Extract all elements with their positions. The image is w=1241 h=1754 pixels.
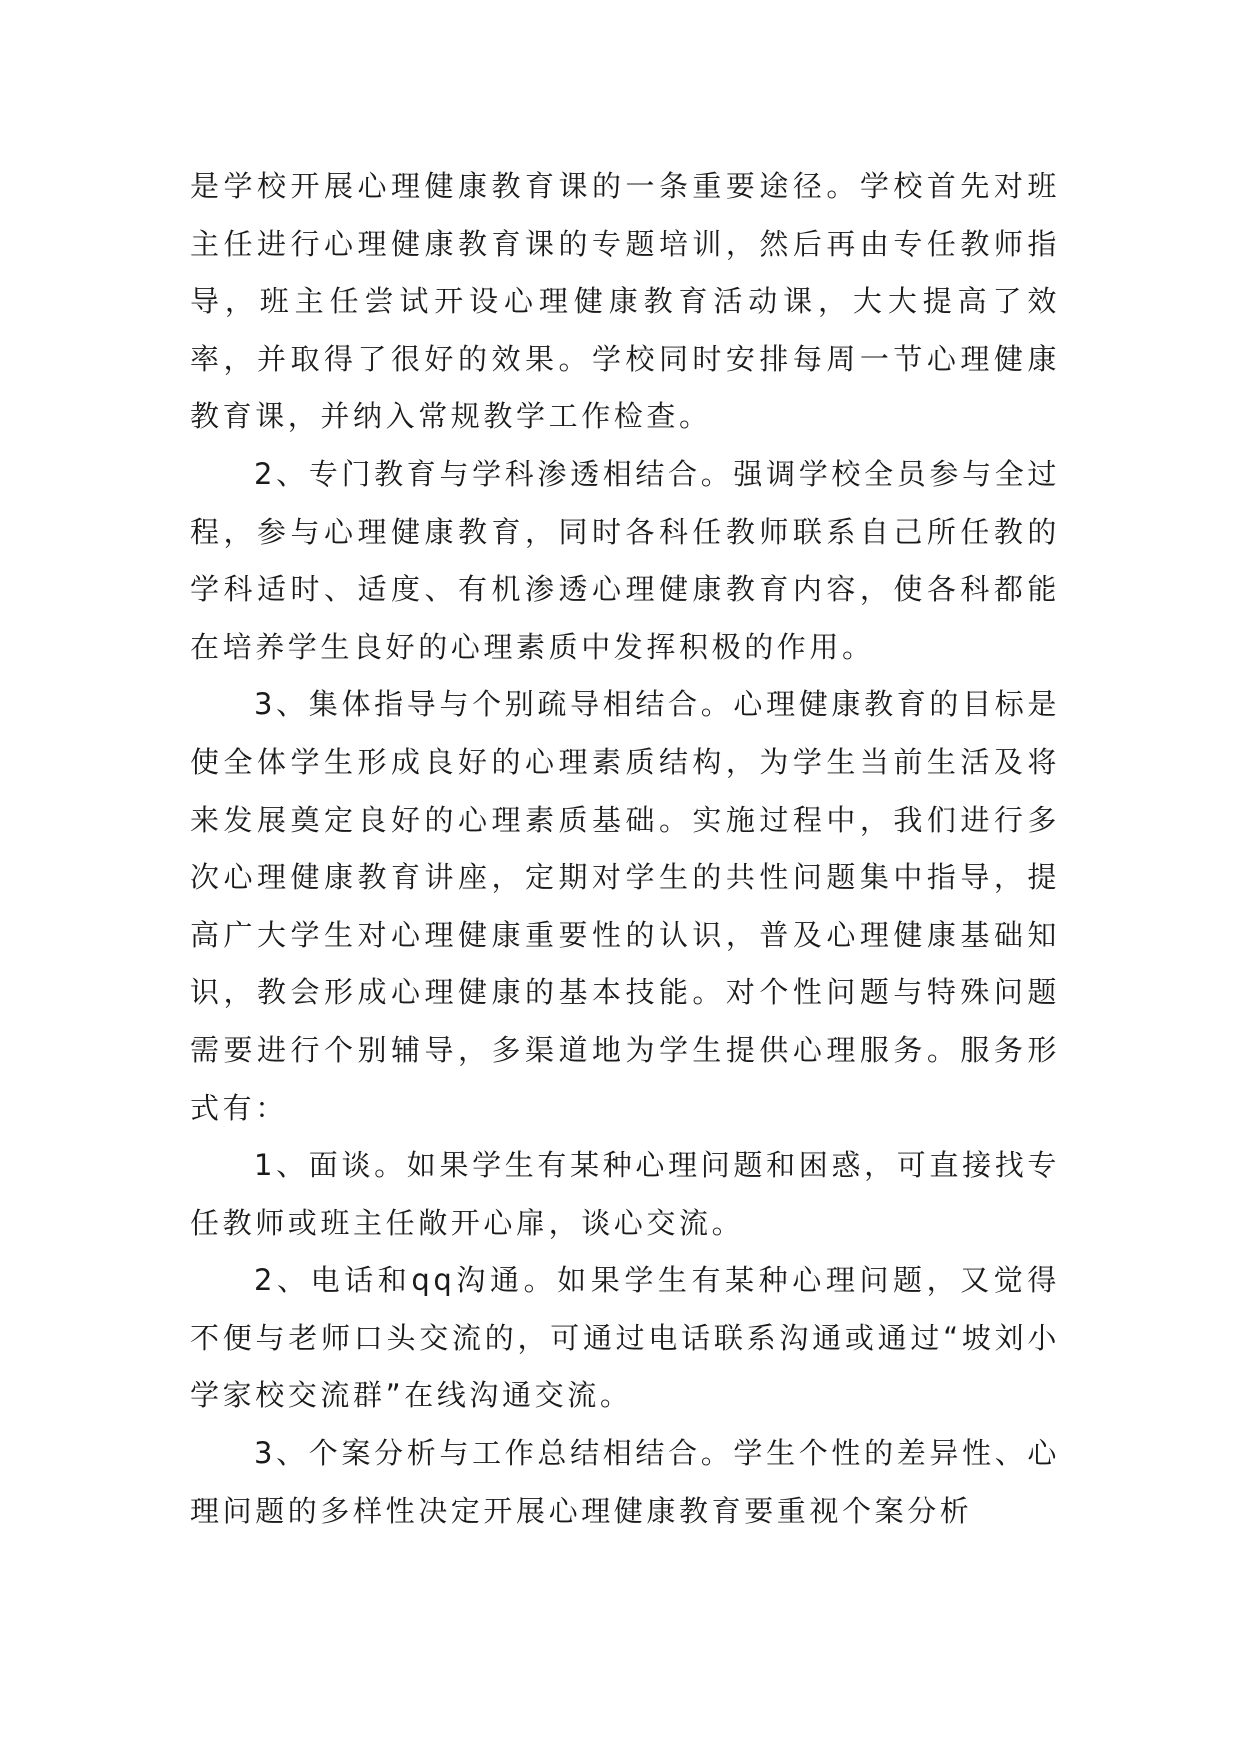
document-page bbox=[190, 158, 1060, 1540]
paragraph-4: 1、面谈。如果学生有某种心理问题和困惑，可直接找专任教师或班主任敞开心扉，谈心交流。 bbox=[190, 1148, 1060, 1240]
paragraph-6: 3、个案分析与工作总结相结合。学生个性的差异性、心理问题的多样性决定开展心理健康教育要重视个案分析 bbox=[190, 1436, 1060, 1528]
paragraph-2: 2、专门教育与学科渗透相结合。强调学校全员参与全过程，参与心理健康教育，同时各科任教师联系自己所任教的学科适时、适度、有机渗透心理健康教育内容，使各科都能在培养学生良好的心理素质中发挥积极的作用。 bbox=[190, 456, 1060, 664]
paragraph-5: 2、电话和qq沟通。如果学生有某种心理问题，又觉得不便与老师口头交流的，可通过电话联系沟通或通过“坡刘小学家校交流群”在线沟通交流。 bbox=[190, 1263, 1060, 1413]
paragraph-1: 是学校开展心理健康教育课的一条重要途径。学校首先对班主任进行心理健康教育课的专题培训，然后再由专任教师指导，班主任尝试开设心理健康教育活动课，大大提高了效率，并取得了很好的效果。学校同时安排每周一节心理健康教育课，并纳入常规教学工作检查。 bbox=[190, 169, 1060, 434]
paragraph-3: 3、集体指导与个别疏导相结合。心理健康教育的目标是使全体学生形成良好的心理素质结构，为学生当前生活及将来发展奠定良好的心理素质基础。实施过程中，我们进行多次心理健康教育讲座，定期对学生的共性问题集中指导，提高广大学生对心理健康重要性的认识，普及心理健康基础知识，教会形成心理健康的基本技能。对个性问题与特殊问题需要进行个别辅导，多渠道地为学生提供心理服务。服务形式有： bbox=[190, 687, 1060, 1125]
